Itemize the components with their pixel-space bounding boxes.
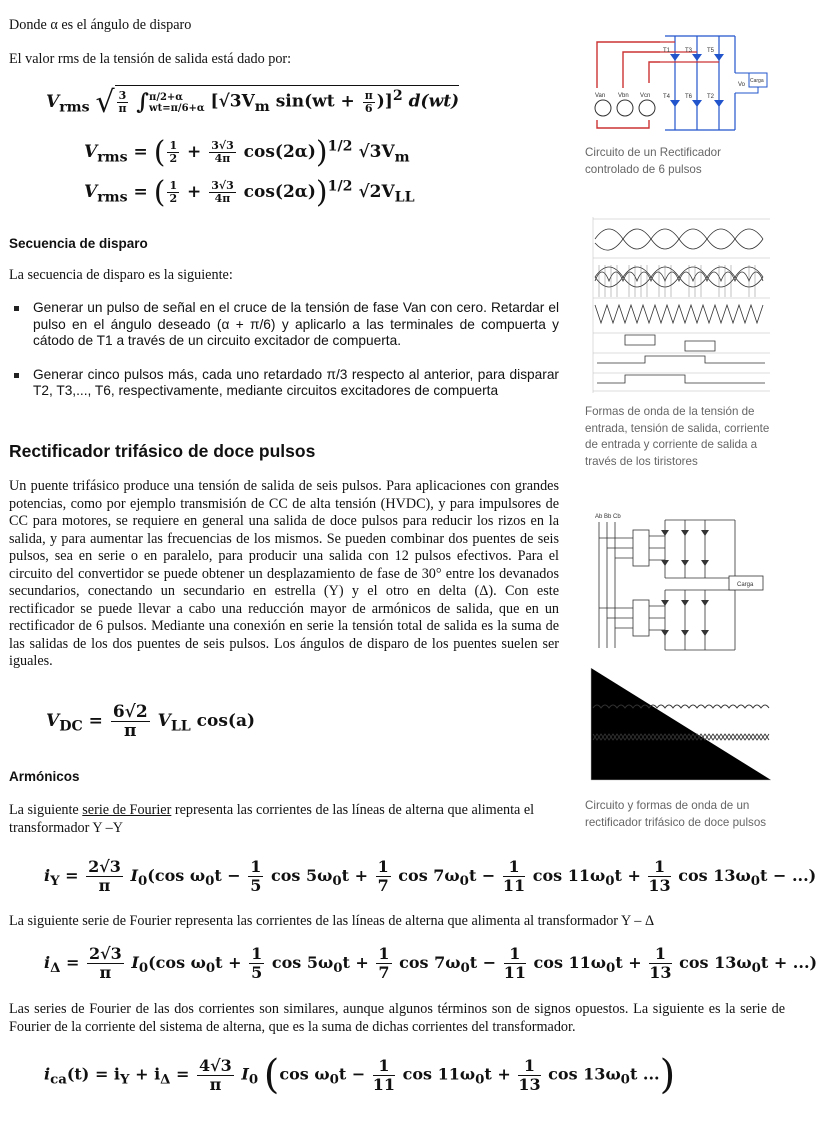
- delta-intro: La siguiente serie de Fourier representa las corrientes de las líneas de alterna que alimenta al transformador Y – Δ: [9, 913, 655, 929]
- figure-caption-1: Circuito de un Rectificador controlado de 6 pulsos: [585, 146, 721, 176]
- equation-vrms-vm: $V_{rms}$ = ( $\frac{1}{2}$ + $\frac{3√3}{4\pi}$ cos(2α))$^{1/2}$ $√3V_m$: [84, 135, 410, 170]
- phase-labels: Ab Bb Cb: [595, 514, 621, 520]
- rms-intro: El valor rms de la tensión de salida está dado por:: [9, 51, 292, 67]
- svg-text:T2: T2: [707, 94, 715, 100]
- svg-text:Carga: Carga: [737, 582, 754, 588]
- van-label: Van: [595, 93, 606, 99]
- svg-text:T1: T1: [663, 48, 671, 54]
- vcn-label: Vcn: [640, 93, 651, 99]
- svg-text:Vo: Vo: [738, 82, 746, 88]
- equation-vrms-vll: $V_{rms}$ = ( $\frac{1}{2}$ + $\frac{3√3}{4\pi}$ cos(2α))$^{1/2}$ $√2V_{LL}$: [84, 175, 415, 210]
- equation-vdc: $V_{DC}$ = $\frac{6√2}{\pi}$ $V_{LL}$ cos(a): [46, 702, 256, 741]
- equation-iy: $i_Y$ = $\frac{2√3}{\pi}$ $I_0(\cos$ $\omega_0t$ − $\frac{1}{5}$ $\cos 5\omega_0t$ + $\frac{1}{7}$ $\cos 7\omega_0t$ − $\frac{1}{11}$ $\cos 11\omega_0t$ + $\frac{1}{13}$ $\cos 13\omega_0t$ − ...): [44, 857, 817, 895]
- section-heading-firing-sequence: Secuencia de disparo: [9, 236, 148, 251]
- equation-vrms-integral: $V_{rms}$ √ $\frac{3}{\pi}$ ∫ π/2+α wt=π/6+α [$√3V_m$ sin(wt + $\frac{\pi}{6}$ )]$^2$ d(wt): [46, 85, 460, 120]
- twelve-pulse-circuit-figure: [585, 508, 775, 783]
- intro-line: Donde α es el ángulo de disparo: [9, 17, 192, 33]
- figure-caption-3: Circuito y formas de onda de un rectificador trifásico de doce pulsos: [585, 799, 767, 829]
- equation-ica: $i_{ca}(t) = i_Y + i_\Delta$ = $\frac{4√3}{\pi}$ $I_0$ (cos $\omega_0t$ − $\frac{1}{11}$ $\cos 11\omega_0t$ + $\frac{1}{13}$ $\cos 13\omega_0t$ ...): [44, 1052, 676, 1098]
- vbn-label: Vbn: [618, 93, 629, 99]
- waveforms-figure: [585, 213, 775, 401]
- figure-caption-2: Formas de onda de la tensión de entrada, tensión de salida, corriente de entrada y corriente de salida a través de los tiristores: [585, 405, 770, 468]
- twelve-pulse-paragraph: Un puente trifásico produce una tensión de salida de seis pulsos. Para aplicaciones con grandes potencias, como por ejemplo transmisión de CC de alta tensión (HVDC), y para impulsores de CC para motores, se requiere en general una salida de doce pulsos para reducir los rizos en la salida, y para aumentar las frecuencias de los mismos. Se pueden combinar dos puentes de seis pulsos, sea en serie o en paralelo, para producir una salida con 12 pulsos efectivos. Para el circuito del convertidor se puede obtener un desplazamiento de fase de 30° entre los devanados secundarios, conectando un secundario en estrella (Y) y el otro en delta (Δ). Con este rectificador se puede llevar a cabo una reducción mayor de armónicos de salida, que en un rectificador de 6 pulsos. Mediante una conexión en serie la tensión total de salida es la suma de las salidas de los dos puentes de seis pulsos. Los ángulos de disparo de los puentes suelen ser iguales.: [9, 478, 559, 669]
- svg-text:T6: T6: [685, 94, 693, 100]
- svg-text:T5: T5: [707, 48, 715, 54]
- firing-sequence-list: [9, 300, 559, 417]
- six-pulse-rectifier-circuit-figure: [585, 28, 775, 138]
- seq-intro: La secuencia de disparo es la siguiente:: [9, 267, 233, 283]
- svg-text:Carga: Carga: [750, 78, 764, 84]
- equation-idelta: $i_\Delta$ = $\frac{2√3}{\pi}$ $I_0(\cos$ $\omega_0t$ + $\frac{1}{5}$ $\cos 5\omega_0t$ + $\frac{1}{7}$ $\cos 7\omega_0t$ − $\frac{1}{11}$ $\cos 11\omega_0t$ + $\frac{1}{13}$ $\cos 13\omega_0t$ + ...): [44, 944, 817, 982]
- harmonics-intro: La siguiente serie de Fourier representa las corrientes de las líneas de alterna que alimenta el transformador Y –Y: [9, 802, 535, 836]
- section-heading-twelve-pulse: Rectificador trifásico de doce pulsos: [9, 441, 316, 461]
- fourier-series-link[interactable]: serie de Fourier: [82, 802, 172, 818]
- svg-text:T3: T3: [685, 48, 693, 54]
- list-item: Generar cinco pulsos más, cada uno retardado π/3 respecto al anterior, para disparar T2, T3,..., T6, respectivamente, mediante circuitos excitadores de compuerta: [9, 367, 559, 400]
- list-item: Generar un pulso de señal en el cruce de la tensión de fase Van con cero. Retardar el pulso en el ángulo deseado (α + π/6) y aplicarlo a las terminales de compuerta y cátodo de T1 a través de un circuito excitador de compuerta.: [9, 300, 559, 350]
- sum-paragraph: Las series de Fourier de las dos corrientes son similares, aunque algunos términos son de signos opuestos. La siguiente es la serie de Fourier de la corriente del sistema de alterna, que es la suma de dichas corrientes del transformador.: [9, 1001, 785, 1035]
- section-heading-harmonics: Armónicos: [9, 769, 80, 784]
- svg-text:T4: T4: [663, 94, 671, 100]
